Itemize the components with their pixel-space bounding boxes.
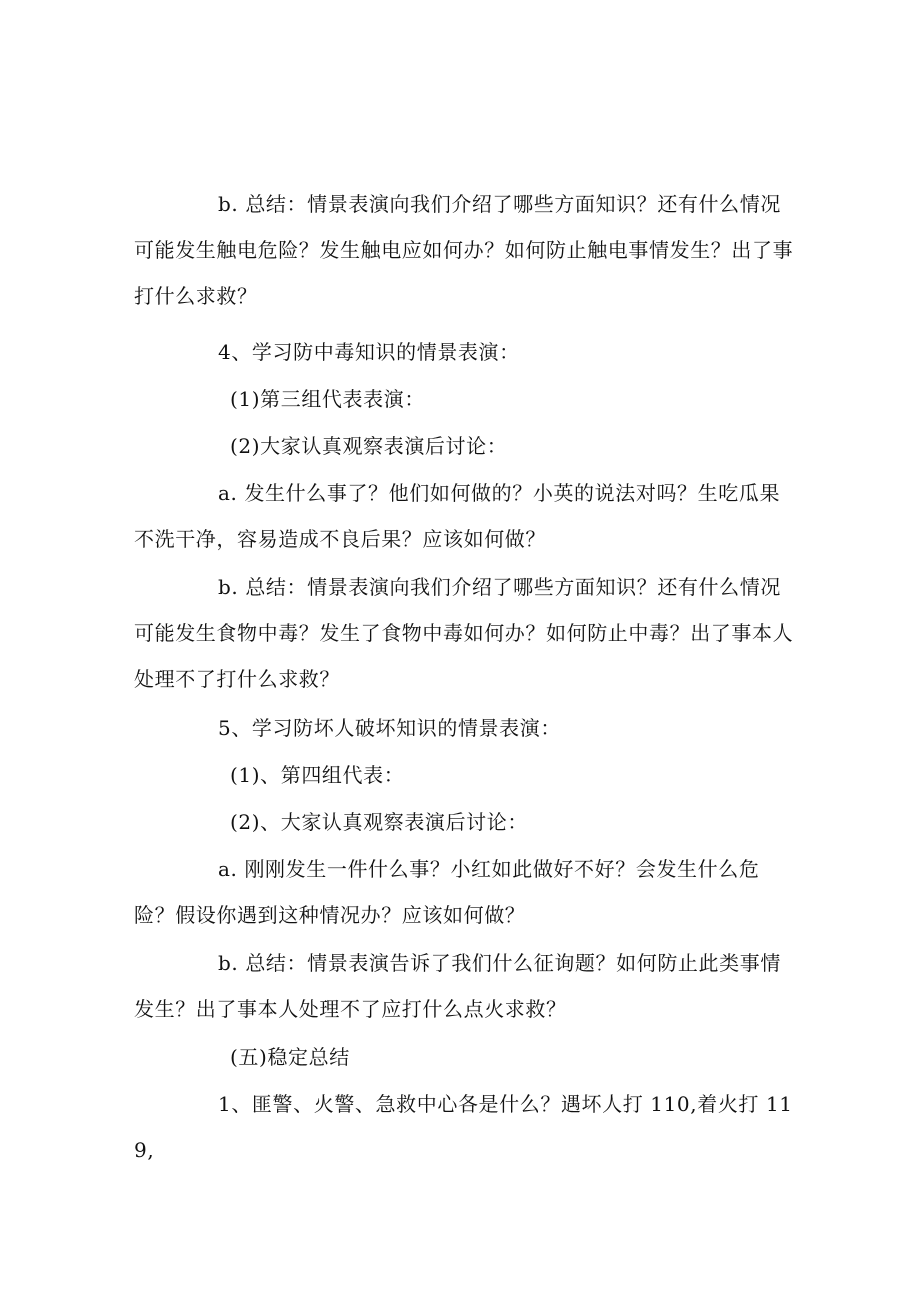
paragraph-emergency-numbers: 1、匪警、火警、急救中心各是什么？遇坏人打 110,着火打 119, [134,1092,793,1162]
paragraph-summary-badperson: b. 总结：情景表演告诉了我们什么征询题？如何防止此类事情发生？出了事本人处理不了应打什么点火求救？ [134,951,781,1021]
paragraph-question-badperson: a. 刚刚发生一件什么事？小红如此做好不好？会发生什么危险？假设你遇到这种情况办？应该如何做？ [134,857,760,927]
paragraph-heading-badperson: 5、学习防坏人破坏知识的情景表演： [218,716,561,740]
paragraph-heading-poison: 4、学习防中毒知识的情景表演： [218,340,520,364]
paragraph-summary-poison: b. 总结：情景表演向我们介绍了哪些方面知识？还有什么情况可能发生食物中毒？发生了食物中毒如何办？如何防止中毒？出了事本人处理不了打什么求救？ [134,575,794,691]
paragraph-section-five: (五)稳定总结 [230,1045,350,1069]
paragraph-group3-perform: (1)第三组代表表演： [230,387,425,411]
paragraph-discuss-poison: (2)大家认真观察表演后讨论： [230,434,508,458]
paragraph-question-poison: a. 发生什么事了？他们如何做的？小英的说法对吗？生吃瓜果不洗干净，容易造成不良后果？应该如何做？ [134,481,781,551]
paragraph-discuss-badperson: (2)、大家认真观察表演后讨论： [230,810,528,834]
paragraph-group4: (1)、第四组代表： [230,763,405,787]
paragraph-summary-electric: b. 总结：情景表演向我们介绍了哪些方面知识？还有什么情况可能发生触电危险？发生触电应如何办？如何防止触电事情发生？出了事打什么求救？ [134,192,794,308]
